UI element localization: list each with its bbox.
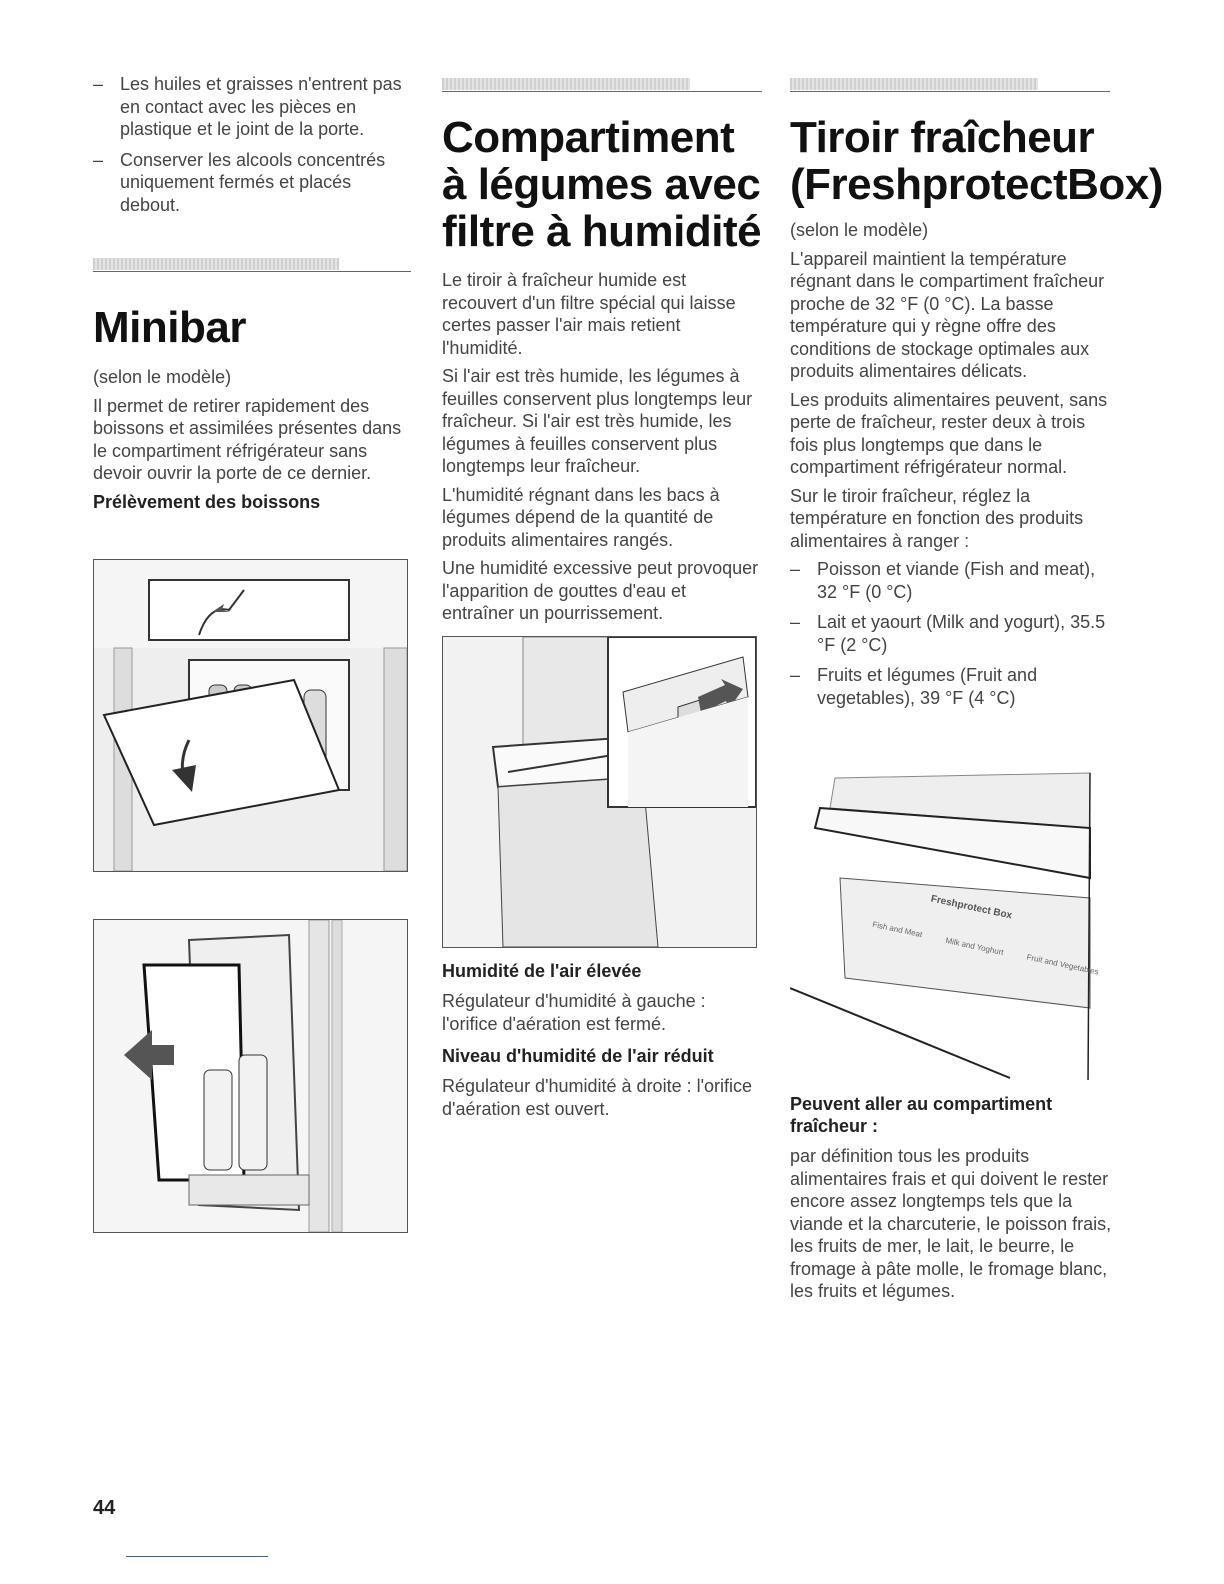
page-number: 44 — [93, 1497, 116, 1519]
high-humidity-heading: Humidité de l'air élevée — [442, 961, 642, 981]
humidity-regulator-illustration — [442, 636, 757, 948]
low-humidity-heading: Niveau d'humidité de l'air réduit — [442, 1046, 714, 1066]
setting-milk-yogurt: – Lait et yaourt (Milk and yogurt), 35.5 °F (2 °C) — [790, 611, 1112, 656]
bullet-oils: – Les huiles et graisses n'entrent pas en contact avec les pièces en plastique et le joint de la porte. — [93, 73, 411, 141]
setting-fruit-vegetables: – Fruits et légumes (Fruit and vegetables), 39 °F (4 °C) — [790, 664, 1112, 709]
high-humidity-text: Régulateur d'humidité à gauche : l'orifice d'aération est fermé. — [442, 991, 706, 1034]
title-line-2: (FreshprotectBox) — [790, 160, 1163, 209]
drinks-heading: Prélèvement des boissons — [93, 491, 321, 512]
paragraph-excess: Une humidité excessive peut provoquer l'apparition de gouttes d'eau et entraîner un pourrissement. — [442, 558, 759, 623]
minibar-open-illustration — [93, 559, 408, 872]
freshprotect-title — [790, 113, 1163, 209]
paragraph-filter: Le tiroir à fraîcheur humide est recouvert d'un filtre spécial qui laisse certes passer l'air mais retient l'humidité. — [442, 270, 736, 358]
oil-bullets — [93, 73, 411, 224]
panel-fish-label: Fish and Meat — [871, 919, 924, 940]
panel-fruit-label: Fruit and Vegetables — [1025, 952, 1100, 977]
section-rule — [93, 258, 411, 272]
minibar-description: Il permet de retirer rapidement des boissons et assimilées présentes dans le compartiment réfrigérateur sans devoir ouvrir la porte de ce dernier. — [93, 395, 402, 483]
bullet-alcohol: – Conserver les alcools concentrés uniquement fermés et placés debout. — [93, 149, 411, 217]
low-humidity-text: Régulateur d'humidité à droite : l'orifice d'aération est ouvert. — [442, 1076, 753, 1119]
freshprotect-temperature: L'appareil maintient la température régnant dans le compartiment fraîcheur proche de 32 °F (0 °C). La basse température qui y règne offre des conditions de stockage optimales aux produits alimentaires délicats. — [790, 248, 1105, 381]
paragraph-humid-air: Si l'air est très humide, les légumes à feuilles conservent plus longtemps leur fraîcheur. Si l'air est très humide, les légumes à feuilles conservent plus longtemps leur fraîcheur. — [442, 366, 753, 476]
freshprotect-duration: Les produits alimentaires peuvent, sans perte de fraîcheur, rester deux à trois fois plus longtemps que dans le compartiment réfrigérateur normal. — [790, 389, 1108, 477]
panel-brand-label: Freshprotect Box — [929, 893, 1014, 922]
vegetable-compartment-title — [442, 114, 772, 255]
minibar-model-note: (selon le modèle) — [93, 367, 232, 387]
freshprotect-model-note: (selon le modèle) — [790, 220, 929, 240]
temperature-settings-list — [790, 558, 1112, 709]
title-line-3: filtre à humidité — [442, 207, 762, 256]
footer-line — [126, 1556, 268, 1557]
title-line-1: Tiroir fraîcheur — [790, 113, 1095, 162]
minibar-title: Minibar — [93, 303, 246, 352]
title-line-1: Compartiment — [442, 113, 735, 162]
title-line-2: à légumes avec — [442, 160, 761, 209]
can-go-heading: Peuvent aller au compartiment fraîcheur : — [790, 1094, 1053, 1136]
freshprotect-setting-intro: Sur le tiroir fraîcheur, réglez la température en fonction des produits alimentaires à ranger : — [790, 485, 1084, 551]
can-go-text: par définition tous les produits alimentaires frais et qui doivent le rester encore assez longtemps tels que la viande et la charcuterie, le poisson frais, les fruits de mer, le lait, le beurre, le fromage à pâte molle, le fromage blanc, les fruits et légumes. — [790, 1146, 1112, 1301]
section-rule — [442, 78, 762, 92]
section-rule — [790, 78, 1110, 92]
paragraph-quantity: L'humidité régnant dans les bacs à légumes dépend de la quantité de produits alimentaires rangés. — [442, 484, 720, 550]
freshprotect-box-illustration — [790, 768, 1102, 1080]
setting-fish-meat: – Poisson et viande (Fish and meat), 32 °F (0 °C) — [790, 558, 1112, 603]
minibar-pull-illustration — [93, 919, 408, 1233]
panel-milk-label: Milk and Yoghurt — [944, 935, 1005, 958]
